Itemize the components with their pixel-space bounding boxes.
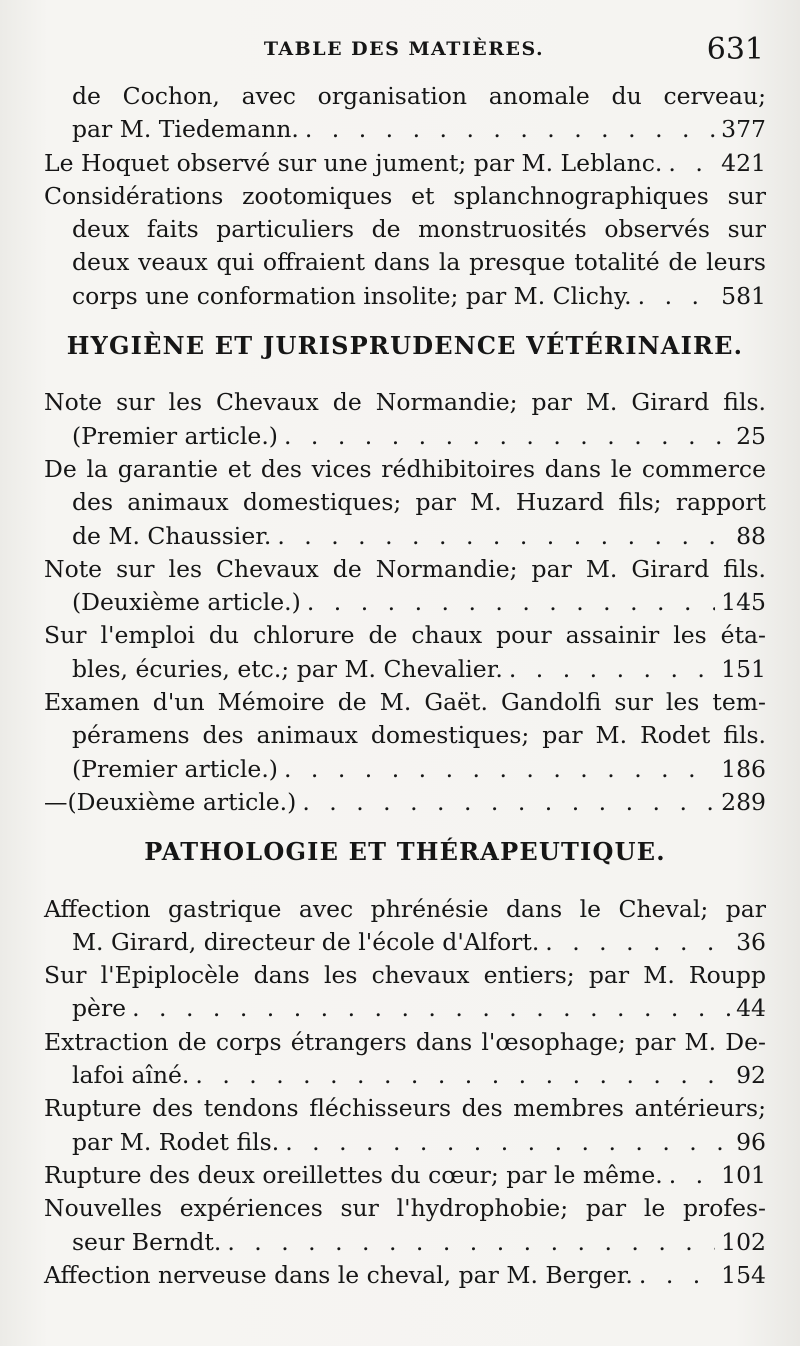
entry-text: Rupture des deux oreillettes du cœur; par le même. [44, 1160, 663, 1189]
toc-entry-line [44, 926, 766, 959]
entry-page-number: 25 [736, 421, 766, 450]
entry-page-number: 289 [721, 787, 766, 816]
entry-page-number: 36 [736, 927, 766, 956]
toc-entry-line [44, 1159, 766, 1192]
entry-text: Considérations zootomiques et splanchnographiques sur [44, 181, 766, 210]
running-head-title: TABLE DES MATIÈRES. [263, 38, 545, 60]
dot-leader [509, 653, 715, 686]
entry-page-number: 151 [721, 654, 766, 683]
entry-text: de M. Chaussier. [72, 521, 272, 550]
entry-page-number: 377 [721, 115, 766, 144]
toc-entry-line [44, 113, 766, 146]
dot-leader [302, 786, 715, 819]
entry-text: Note sur les Chevaux de Normandie; par M. Girard fils. [44, 388, 766, 417]
toc-entry-line [44, 246, 766, 279]
entry-page-number: 581 [721, 281, 766, 310]
section-heading: HYGIÈNE ET JURISPRUDENCE VÉTÉRINAIRE. [66, 331, 744, 361]
entry-page-number: 186 [721, 754, 766, 783]
dot-leader [285, 1126, 730, 1159]
toc-entry-line [44, 1126, 766, 1159]
toc-entry-line [44, 992, 766, 1025]
toc-entry-line [44, 686, 766, 719]
toc-entry-line [44, 280, 766, 313]
entry-text: deux veaux qui offraient dans la presque totalité de leurs [72, 248, 766, 277]
entry-text: lafoi aîné. [72, 1061, 190, 1090]
toc-entry-line [44, 893, 766, 926]
entry-text: père [72, 994, 127, 1023]
toc-entry-line [44, 420, 766, 453]
entry-text: Affection gastrique avec phrénésie dans le Cheval; par [44, 894, 766, 923]
entry-text: Le Hoquet observé sur une jument; par M. Leblanc. [44, 148, 663, 177]
dot-leader [545, 926, 730, 959]
entry-page-number: 44 [736, 994, 766, 1023]
entry-page-number: 92 [736, 1061, 766, 1090]
entry-text: Examen d'un Mémoire de M. Gaët. Gandolfi sur les tem- [44, 688, 766, 717]
dot-leader [307, 586, 715, 619]
toc-entry-line [44, 1059, 766, 1092]
entry-text: Affection nerveuse dans le cheval, par M. Berger. [44, 1260, 633, 1289]
toc-entry-line [44, 719, 766, 752]
toc-entry-line [44, 586, 766, 619]
dot-leader [305, 113, 715, 146]
running-head [44, 32, 764, 72]
dot-leader [277, 520, 730, 553]
toc-entry-line [44, 520, 766, 553]
entry-text: des animaux domestiques; par M. Huzard fils; rapport [72, 488, 766, 517]
entry-text: par M. Rodet fils. [72, 1127, 280, 1156]
toc-entry-line [44, 180, 766, 213]
entry-text: (Premier article.) [72, 754, 278, 783]
toc-entry-line [44, 147, 766, 180]
entry-text: Rupture des tendons fléchisseurs des membres antérieurs; [44, 1094, 766, 1123]
dot-leader [668, 147, 715, 180]
entry-page-number: 88 [736, 521, 766, 550]
toc-entry-line [44, 1092, 766, 1125]
entry-text: Extraction de corps étrangers dans l'œsophage; par M. De- [44, 1027, 766, 1056]
dot-leader [639, 1259, 715, 1292]
entry-text: de Cochon, avec organisation anomale du cerveau; [72, 82, 766, 110]
table-of-contents [44, 80, 766, 1292]
entry-page-number: 101 [721, 1160, 766, 1189]
section-heading: PATHOLOGIE ET THÉRAPEUTIQUE. [144, 837, 666, 867]
toc-entry-line [44, 213, 766, 246]
entry-text: M. Girard, directeur de l'école d'Alfort. [72, 927, 540, 956]
entry-text: péramens des animaux domestiques; par M. Rodet fils. [72, 721, 766, 750]
entry-text: deux faits particuliers de monstruosités observés sur [72, 215, 766, 244]
dot-leader [284, 420, 730, 453]
toc-entry-line [44, 786, 766, 819]
toc-entry-line [44, 80, 766, 113]
entry-text: De la garantie et des vices rédhibitoires dans le commerce [44, 454, 766, 483]
entry-page-number: 96 [736, 1127, 766, 1156]
dot-leader [638, 280, 716, 313]
entry-text: (Deuxième article.) [72, 588, 301, 617]
entry-text: seur Berndt. [72, 1227, 222, 1256]
dot-leader [195, 1059, 730, 1092]
entry-page-number: 102 [721, 1227, 766, 1256]
dot-leader [227, 1226, 715, 1259]
toc-entry-line [44, 1259, 766, 1292]
entry-text: —(Deuxième article.) [44, 787, 297, 816]
page-number: 631 [706, 32, 764, 67]
entry-page-number: 154 [721, 1260, 766, 1289]
entry-page-number: 421 [721, 148, 766, 177]
entry-text: (Premier article.) [72, 421, 278, 450]
dot-leader [284, 753, 715, 786]
toc-entry-line [44, 653, 766, 686]
toc-entry-line [44, 453, 766, 486]
toc-entry-line [44, 1192, 766, 1225]
entry-page-number: 145 [721, 588, 766, 617]
entry-text: Note sur les Chevaux de Normandie; par M. Girard fils. [44, 554, 766, 583]
entry-text: Sur l'Epiplocèle dans les chevaux entiers; par M. Roupp [44, 961, 766, 990]
toc-entry-line [44, 619, 766, 652]
entry-text: bles, écuries, etc.; par M. Chevalier. [72, 654, 503, 683]
toc-entry-line [44, 553, 766, 586]
toc-entry-line [44, 1226, 766, 1259]
entry-text: corps une conformation insolite; par M. Clichy. [72, 281, 632, 310]
toc-entry-line [44, 1026, 766, 1059]
toc-entry-line [44, 959, 766, 992]
toc-entry-line [44, 386, 766, 419]
toc-entry-line [44, 753, 766, 786]
toc-entry-line [44, 486, 766, 519]
entry-text: par M. Tiedemann. [72, 115, 299, 144]
dot-leader [132, 992, 730, 1025]
entry-text: Sur l'emploi du chlorure de chaux pour assainir les éta- [44, 621, 766, 650]
entry-text: Nouvelles expériences sur l'hydrophobie; par le profes- [44, 1194, 766, 1223]
dot-leader [669, 1159, 715, 1192]
